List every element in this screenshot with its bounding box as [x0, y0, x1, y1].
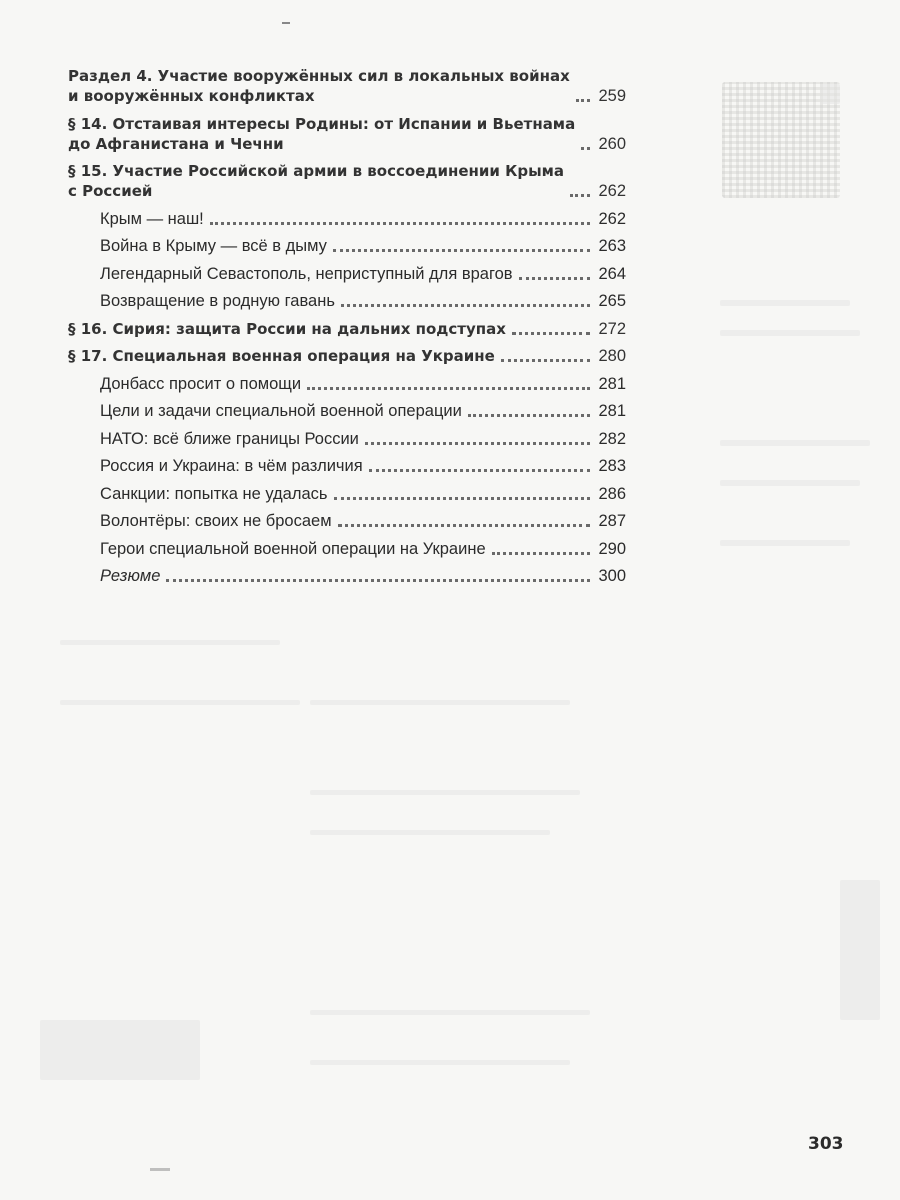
dot-leader [338, 512, 590, 527]
dot-leader [166, 567, 590, 582]
toc-entry-line: Санкции: попытка не удалась [100, 484, 328, 503]
toc-entry-line: Война в Крыму — всё в дыму [100, 237, 327, 255]
toc-entry [68, 511, 626, 531]
toc-entry-title [68, 319, 506, 339]
showthrough-mark [820, 84, 840, 104]
page-number: 303 [808, 1134, 844, 1154]
toc-entry-title [100, 401, 462, 421]
toc-entry [68, 484, 626, 504]
toc-entry-title [100, 374, 301, 394]
showthrough-line [720, 480, 860, 486]
toc-entry-line: Волонтёры: своих не бросаем [100, 512, 332, 530]
toc-entry-title [100, 456, 363, 476]
toc-page-number: 287 [598, 512, 626, 530]
toc-entry-line: § 14. Отстаивая интересы Родины: от Испании и Вьетнама [68, 114, 576, 133]
dot-leader [492, 540, 590, 555]
toc-page-number: 290 [598, 539, 626, 558]
toc-entry [68, 114, 626, 154]
toc-entry-title [100, 236, 327, 256]
toc-entry [68, 401, 626, 421]
toc-page-number: 272 [598, 319, 626, 338]
toc-page-number: 286 [598, 484, 626, 503]
toc-entry-line: Крым — наш! [100, 209, 204, 228]
showthrough-line [720, 540, 850, 546]
dot-leader [333, 237, 590, 252]
toc-page-number: 282 [598, 429, 626, 448]
showthrough-block [840, 880, 880, 1020]
showthrough-line [60, 700, 300, 705]
toc-page-number: 265 [598, 292, 626, 310]
showthrough-block [40, 1020, 200, 1080]
showthrough-line [60, 640, 280, 645]
dot-leader [576, 87, 590, 102]
toc-entry-line: Легендарный Севастополь, неприступный для врагов [100, 264, 513, 283]
toc-entry [68, 374, 626, 394]
dot-leader [468, 402, 590, 417]
toc-entry-line: до Афганистана и Чечни [68, 134, 284, 153]
toc-entry-line: с Россией [68, 182, 153, 200]
toc-entry [68, 66, 626, 106]
scan-speck [150, 1168, 170, 1171]
toc-page-number: 259 [598, 87, 626, 105]
toc-entry-line: НАТО: всё ближе границы России [100, 429, 359, 448]
toc-entry-title [100, 511, 332, 531]
toc-entry-line: Раздел 4. Участие вооружённых сил в локальных войнах [68, 67, 570, 85]
dot-leader [512, 320, 590, 335]
toc-entry-title [68, 66, 570, 106]
toc-entry-line: Цели и задачи специальной военной операции [100, 402, 462, 420]
showthrough-line [720, 330, 860, 336]
toc-entry [68, 429, 626, 449]
toc-page-number: 262 [598, 182, 626, 200]
showthrough-line [310, 830, 550, 835]
toc-page-number: 260 [598, 134, 626, 153]
toc-page-number: 283 [598, 457, 626, 475]
dot-leader [210, 210, 590, 225]
toc-entry-title [68, 161, 564, 201]
toc-entry-line: Возвращение в родную гавань [100, 292, 335, 310]
toc-entry [68, 539, 626, 559]
toc-page-number: 263 [598, 237, 626, 255]
table-of-contents [68, 66, 626, 594]
toc-entry-line: § 17. Специальная военная операция на Украине [68, 347, 495, 365]
showthrough-line [310, 790, 580, 795]
toc-page-number: 280 [598, 347, 626, 365]
dot-leader [519, 265, 590, 280]
showthrough-line [310, 1010, 590, 1015]
dot-leader [334, 485, 591, 500]
toc-entry [68, 291, 626, 311]
showthrough-line [720, 300, 850, 306]
scan-speck [282, 22, 290, 24]
dot-leader [365, 430, 590, 445]
showthrough-line [310, 1060, 570, 1065]
toc-page-number: 264 [598, 264, 626, 283]
toc-entry-line: Россия и Украина: в чём различия [100, 457, 363, 475]
toc-page-number: 281 [598, 374, 626, 393]
toc-entry-title [100, 539, 486, 559]
dot-leader [570, 182, 590, 197]
toc-entry-title [100, 429, 359, 449]
toc-entry-line: § 16. Сирия: защита России на дальних подступах [68, 319, 506, 338]
toc-entry [68, 566, 626, 586]
dot-leader [501, 347, 590, 362]
dot-leader [581, 135, 590, 150]
toc-entry-title [100, 566, 160, 586]
toc-entry-title [68, 114, 575, 154]
toc-page-number: 281 [598, 402, 626, 420]
toc-page-number: 300 [598, 567, 626, 585]
toc-entry-title [68, 346, 495, 366]
toc-entry-line: § 15. Участие Российской армии в воссоединении Крыма [68, 162, 565, 180]
toc-page-number: 262 [598, 209, 626, 228]
toc-entry [68, 319, 626, 339]
toc-entry [68, 236, 626, 256]
toc-entry-title [100, 264, 513, 284]
toc-entry [68, 346, 626, 366]
toc-entry-title [100, 484, 328, 504]
dot-leader [341, 292, 590, 307]
toc-entry [68, 161, 626, 201]
toc-entry-line: и вооружённых конфликтах [68, 87, 315, 105]
toc-entry [68, 209, 626, 229]
dot-leader [369, 457, 590, 472]
showthrough-line [310, 700, 570, 705]
toc-entry-line: Герои специальной военной операции на Украине [100, 539, 486, 558]
toc-entry [68, 264, 626, 284]
toc-entry-title [100, 291, 335, 311]
toc-entry-line: Резюме [100, 567, 161, 585]
toc-entry-line: Донбасс просит о помощи [100, 374, 302, 393]
toc-entry [68, 456, 626, 476]
toc-entry-title [100, 209, 204, 229]
showthrough-line [720, 440, 870, 446]
dot-leader [307, 375, 590, 390]
